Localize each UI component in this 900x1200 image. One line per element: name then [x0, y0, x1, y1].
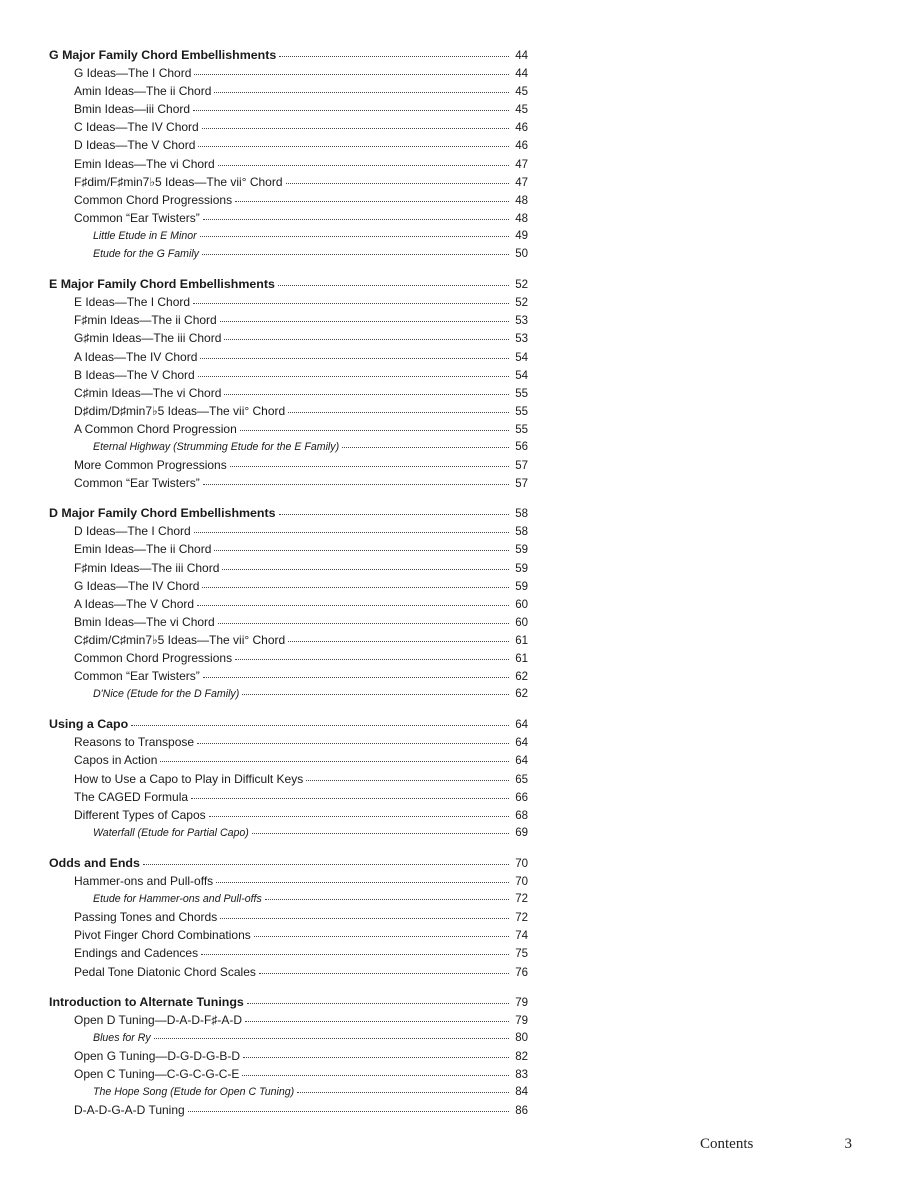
- dot-leader: [218, 623, 509, 624]
- toc-subentry: [49, 824, 528, 842]
- toc-section: [49, 275, 528, 492]
- toc-entry-label: Different Types of Capos: [74, 807, 206, 822]
- toc-entry-label: F♯min Ideas—The ii Chord: [74, 313, 217, 328]
- toc-page-number: 52: [515, 279, 528, 292]
- toc-entry: [49, 82, 528, 100]
- toc-entry-label: How to Use a Capo to Play in Difficult Keys: [74, 771, 304, 786]
- toc-entry: [49, 311, 528, 329]
- toc-page-number: 44: [515, 68, 528, 81]
- toc-entry: [49, 293, 528, 311]
- toc-entry-label: Eternal Highway (Strumming Etude for the E Family): [93, 440, 340, 453]
- toc-entry-label: Hammer-ons and Pull-offs: [74, 874, 214, 889]
- dot-leader: [198, 146, 509, 147]
- toc-page-number: 50: [515, 248, 528, 261]
- toc-page-number: 79: [515, 1014, 528, 1027]
- dot-leader: [214, 550, 509, 551]
- toc-entry-label: Bmin Ideas—The vi Chord: [74, 614, 215, 629]
- toc-entry-label: Endings and Cadences: [74, 946, 199, 961]
- toc-entry-label: Open D Tuning—D-A-D-F♯-A-D: [74, 1012, 243, 1027]
- toc-page-number: 84: [515, 1086, 528, 1099]
- toc-entry-label: Introduction to Alternate Tunings: [49, 994, 244, 1009]
- toc-subentry: [49, 1029, 528, 1047]
- toc-entry-label: Capos in Action: [74, 753, 158, 768]
- dot-leader: [202, 128, 509, 129]
- toc-entry-label: E Major Family Chord Embellishments: [49, 277, 275, 292]
- dot-leader: [235, 659, 509, 660]
- dot-leader: [193, 110, 509, 111]
- toc-page-number: 47: [515, 176, 528, 189]
- toc-page-number: 70: [515, 857, 528, 870]
- toc-page-number: 57: [515, 478, 528, 491]
- toc-subentry: [49, 245, 528, 263]
- toc-entry: [49, 963, 528, 981]
- dot-leader: [247, 1003, 509, 1004]
- toc-page-number: 59: [515, 580, 528, 593]
- toc-section: [49, 854, 528, 981]
- dot-leader: [203, 219, 509, 220]
- dot-leader: [193, 303, 509, 304]
- toc-entry-label: D'Nice (Etude for the D Family): [93, 688, 240, 701]
- toc-entry: [49, 788, 528, 806]
- toc-entry-label: D-A-D-G-A-D Tuning: [74, 1103, 185, 1118]
- toc-entry: [49, 908, 528, 926]
- toc-entry-label: Common “Ear Twisters”: [74, 210, 200, 225]
- toc-section: [49, 715, 528, 842]
- toc-entry-label: Common “Ear Twisters”: [74, 476, 200, 491]
- toc-entry-label: A Ideas—The IV Chord: [74, 349, 198, 364]
- toc-entry-label: D Major Family Chord Embellishments: [49, 506, 276, 521]
- toc-entry-label: Emin Ideas—The ii Chord: [74, 542, 212, 557]
- toc-entry-label: D Ideas—The V Chord: [74, 138, 196, 153]
- dot-leader: [191, 798, 509, 799]
- dot-leader: [197, 743, 509, 744]
- toc-page-number: 55: [515, 387, 528, 400]
- toc-entry-label: Pivot Finger Chord Combinations: [74, 928, 251, 943]
- toc-entry: [49, 733, 528, 751]
- dot-leader: [203, 677, 509, 678]
- toc-section-heading: [49, 715, 528, 733]
- toc-entry: [49, 631, 528, 649]
- toc-page-number: 65: [515, 773, 528, 786]
- toc-page-number: 56: [515, 440, 528, 453]
- dot-leader: [235, 201, 509, 202]
- toc-entry-label: Bmin Ideas—iii Chord: [74, 102, 191, 117]
- toc-section: [49, 504, 528, 703]
- toc-entry: [49, 329, 528, 347]
- toc-section-heading: [49, 46, 528, 64]
- toc-page-number: 79: [515, 996, 528, 1009]
- dot-leader: [160, 761, 509, 762]
- dot-leader: [224, 339, 509, 340]
- toc-page-number: 60: [515, 616, 528, 629]
- toc-entry-label: B Ideas—The V Chord: [74, 367, 195, 382]
- toc-page-number: 61: [515, 653, 528, 665]
- toc-section-heading: [49, 504, 528, 522]
- toc-page-number: 59: [515, 544, 528, 557]
- dot-leader: [265, 899, 509, 900]
- toc-page-number: 76: [515, 966, 528, 979]
- toc-page-number: 72: [515, 893, 528, 906]
- toc-page-number: 64: [515, 719, 528, 732]
- toc-entry: [49, 577, 528, 595]
- dot-leader: [131, 725, 509, 726]
- toc-entry: [49, 456, 528, 474]
- toc-page-number: 64: [515, 755, 528, 768]
- dot-leader: [259, 973, 509, 974]
- toc-subentry: [49, 227, 528, 245]
- page-number: 3: [844, 1136, 852, 1152]
- toc-entry-label: F♯dim/F♯min7♭5 Ideas—The vii° Chord: [74, 174, 283, 189]
- toc-entry: [49, 613, 528, 631]
- toc-entry: [49, 209, 528, 227]
- toc-entry: [49, 118, 528, 136]
- toc-entry-label: Using a Capo: [49, 717, 129, 732]
- toc-entry-label: A Ideas—The V Chord: [74, 596, 195, 611]
- toc-entry: [49, 100, 528, 118]
- toc-page-number: 68: [515, 809, 528, 822]
- dot-leader: [214, 92, 509, 93]
- toc-entry-label: Passing Tones and Chords: [74, 910, 218, 925]
- toc-entry: [49, 136, 528, 154]
- dot-leader: [220, 321, 509, 322]
- toc-page-number: 61: [515, 634, 528, 647]
- dot-leader: [197, 605, 509, 606]
- toc-page-number: 46: [515, 122, 528, 135]
- dot-leader: [143, 864, 509, 865]
- dot-leader: [279, 56, 509, 57]
- toc-page-number: 69: [515, 826, 528, 839]
- dot-leader: [198, 376, 509, 377]
- toc-entry-label: Reasons to Transpose: [74, 735, 195, 750]
- toc-page-number: 86: [515, 1105, 528, 1118]
- dot-leader: [242, 1075, 509, 1076]
- toc-page-number: 82: [515, 1050, 528, 1063]
- toc-entry-label: Blues for Ry: [93, 1031, 151, 1044]
- toc-page-number: 64: [515, 737, 528, 750]
- toc-page-number: 46: [515, 140, 528, 153]
- toc-entry: [49, 944, 528, 962]
- toc-section: [49, 993, 528, 1120]
- footer-label: Contents: [700, 1136, 754, 1152]
- toc-entry-label: C♯min Ideas—The vi Chord: [74, 385, 222, 400]
- toc-entry: [49, 522, 528, 540]
- toc-entry-label: D♯dim/D♯min7♭5 Ideas—The vii° Chord: [74, 403, 286, 418]
- toc-entry: [49, 751, 528, 769]
- toc-entry: [49, 402, 528, 420]
- toc-page-number: 55: [515, 405, 528, 418]
- toc-entry: [49, 64, 528, 82]
- toc-subentry: [49, 890, 528, 908]
- dot-leader: [245, 1021, 509, 1022]
- toc-entry: [49, 420, 528, 438]
- dot-leader: [200, 236, 509, 237]
- toc-page-number: 45: [515, 104, 528, 117]
- toc-page-number: 74: [515, 930, 528, 943]
- toc-entry-label: Common Chord Progressions: [74, 192, 233, 207]
- toc-entry-label: Etude for Hammer-ons and Pull-offs: [93, 893, 262, 906]
- toc-entry-label: Etude for the G Family: [93, 248, 199, 261]
- toc-entry: [49, 1101, 528, 1119]
- toc-entry-label: Amin Ideas—The ii Chord: [74, 84, 212, 99]
- toc-entry: [49, 474, 528, 492]
- toc-entry-label: Emin Ideas—The vi Chord: [74, 156, 215, 171]
- toc-entry-label: The CAGED Formula: [74, 789, 189, 804]
- toc-entry: [49, 1065, 528, 1083]
- dot-leader: [200, 358, 509, 359]
- toc-page-number: 62: [515, 688, 528, 701]
- toc-entry-label: Open C Tuning—C-G-C-G-C-E: [74, 1066, 240, 1081]
- toc-page-number: 59: [515, 562, 528, 575]
- toc-subentry: [49, 1083, 528, 1101]
- toc-section-heading: [49, 854, 528, 872]
- toc-entry-label: A Common Chord Progression: [74, 421, 237, 436]
- dot-leader: [243, 1057, 509, 1058]
- dot-leader: [279, 514, 509, 515]
- toc-page-number: 54: [515, 369, 528, 382]
- toc-page-number: 75: [515, 948, 528, 961]
- toc-section-heading: [49, 275, 528, 293]
- dot-leader: [194, 74, 509, 75]
- toc-entry-label: Pedal Tone Diatonic Chord Scales: [74, 964, 256, 979]
- dot-leader: [252, 833, 509, 834]
- toc-page-number: 60: [515, 598, 528, 611]
- toc-page-number: 52: [515, 297, 528, 310]
- dot-leader: [288, 412, 509, 413]
- toc-page-number: 66: [515, 791, 528, 804]
- toc-entry: [49, 872, 528, 890]
- dot-leader: [220, 918, 509, 919]
- toc-page-number: 72: [515, 912, 528, 925]
- toc-entry: [49, 1011, 528, 1029]
- toc-entry: [49, 595, 528, 613]
- toc-entry-label: Open G Tuning—D-G-D-G-B-D: [74, 1048, 241, 1063]
- toc-entry: [49, 173, 528, 191]
- toc-page-number: 80: [515, 1031, 528, 1044]
- toc-page-number: 45: [515, 86, 528, 99]
- toc-entry-label: Common Chord Progressions: [74, 651, 233, 665]
- dot-leader: [188, 1111, 509, 1112]
- dot-leader: [209, 816, 509, 817]
- dot-leader: [242, 694, 509, 695]
- dot-leader: [254, 936, 509, 937]
- page-footer: [700, 1136, 852, 1153]
- toc-entry-label: Common “Ear Twisters”: [74, 669, 200, 684]
- toc-entry: [49, 155, 528, 173]
- toc-page-number: 53: [515, 315, 528, 328]
- toc-subentry: [49, 438, 528, 456]
- toc-entry-label: G Ideas—The IV Chord: [74, 578, 200, 593]
- dot-leader: [203, 484, 509, 485]
- toc-entry-label: More Common Progressions: [74, 458, 227, 473]
- dot-leader: [286, 183, 509, 184]
- toc-entry: [49, 770, 528, 788]
- toc-page-number: 83: [515, 1068, 528, 1081]
- toc-entry: [49, 806, 528, 824]
- toc-page-number: 70: [515, 876, 528, 889]
- toc-entry-label: G Major Family Chord Embellishments: [49, 48, 277, 62]
- toc-page-number: 48: [515, 194, 528, 207]
- dot-leader: [201, 954, 509, 955]
- dot-leader: [202, 254, 509, 255]
- toc-entry-label: G Ideas—The I Chord: [74, 66, 192, 81]
- toc-entry-label: C Ideas—The IV Chord: [74, 120, 199, 135]
- toc-entry: [49, 926, 528, 944]
- toc-entry: [49, 667, 528, 685]
- dot-leader: [218, 165, 509, 166]
- toc-entry-label: C♯dim/C♯min7♭5 Ideas—The vii° Chord: [74, 632, 286, 647]
- dot-leader: [306, 780, 509, 781]
- toc-page-number: 44: [515, 50, 528, 62]
- toc-subentry: [49, 685, 528, 703]
- toc-entry: [49, 384, 528, 402]
- toc-entry-label: E Ideas—The I Chord: [74, 295, 191, 310]
- toc-entry-label: Little Etude in E Minor: [93, 229, 197, 242]
- toc-page-number: 62: [515, 671, 528, 684]
- toc-entry-label: D Ideas—The I Chord: [74, 524, 191, 539]
- toc-page-number: 54: [515, 351, 528, 364]
- toc-entry: [49, 1047, 528, 1065]
- dot-leader: [240, 430, 509, 431]
- dot-leader: [278, 285, 509, 286]
- toc-entry-label: G♯min Ideas—The iii Chord: [74, 331, 222, 346]
- dot-leader: [230, 466, 509, 467]
- toc-entry-label: Waterfall (Etude for Partial Capo): [93, 826, 249, 839]
- toc-page-number: 58: [515, 508, 528, 521]
- toc-page-number: 49: [515, 229, 528, 242]
- toc-page-number: 48: [515, 212, 528, 225]
- toc-entry: [49, 559, 528, 577]
- toc-section-heading: [49, 993, 528, 1011]
- dot-leader: [202, 587, 509, 588]
- dot-leader: [222, 569, 509, 570]
- toc-entry-label: F♯min Ideas—The iii Chord: [74, 560, 220, 575]
- toc-section: [49, 46, 528, 263]
- toc-page-number: 57: [515, 460, 528, 473]
- toc-entry: [49, 191, 528, 209]
- toc-page-number: 53: [515, 333, 528, 346]
- toc-page-number: 47: [515, 158, 528, 171]
- toc-page-number: 58: [515, 526, 528, 539]
- table-of-contents: [49, 46, 528, 1131]
- toc-entry: [49, 649, 528, 667]
- toc-entry: [49, 348, 528, 366]
- toc-entry-label: The Hope Song (Etude for Open C Tuning): [93, 1086, 295, 1099]
- dot-leader: [224, 394, 509, 395]
- dot-leader: [154, 1038, 509, 1039]
- dot-leader: [216, 882, 509, 883]
- toc-entry: [49, 540, 528, 558]
- dot-leader: [297, 1092, 509, 1093]
- dot-leader: [342, 447, 509, 448]
- dot-leader: [194, 532, 509, 533]
- toc-entry-label: Odds and Ends: [49, 855, 140, 870]
- toc-entry: [49, 366, 528, 384]
- toc-page-number: 55: [515, 423, 528, 436]
- dot-leader: [288, 641, 509, 642]
